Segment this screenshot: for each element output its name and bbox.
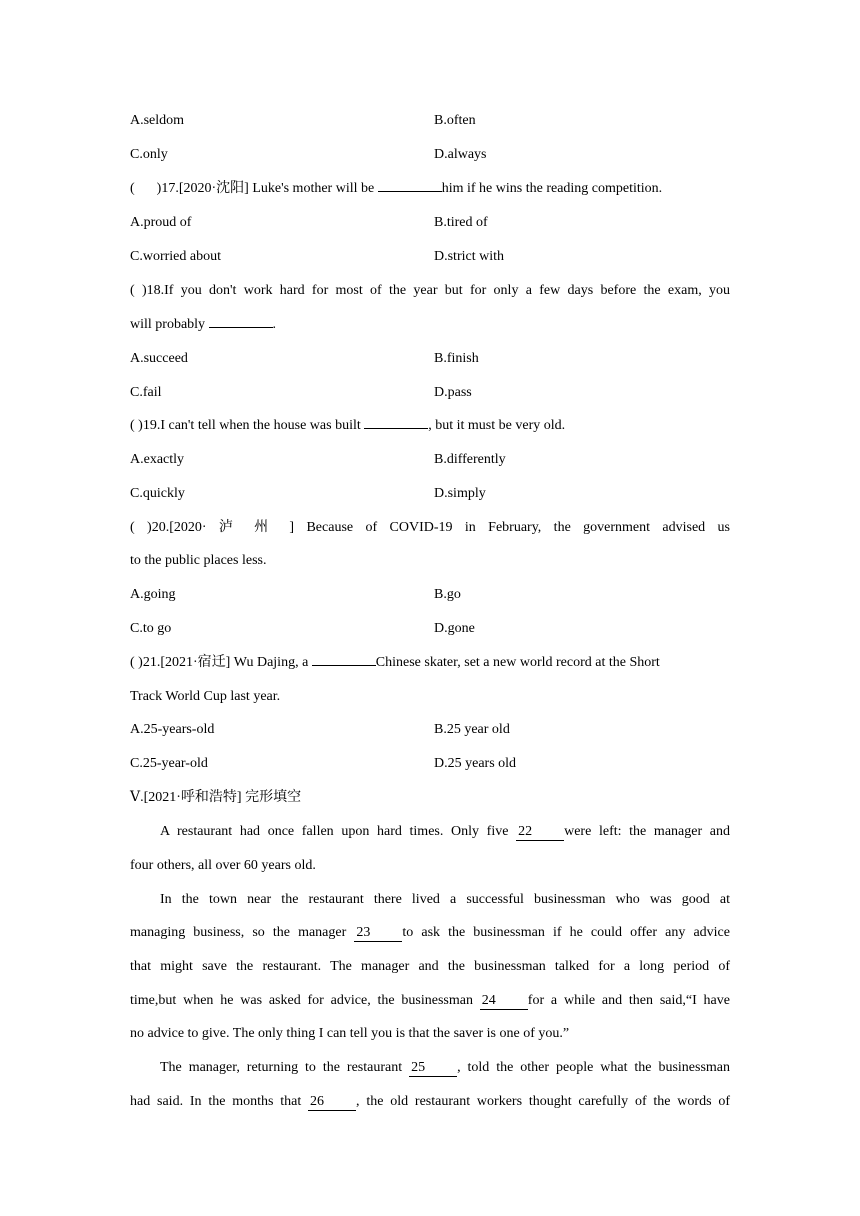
q17-stem-pre: )17.[2020·沈阳] Luke's mother will be xyxy=(156,181,378,196)
passage-text: , the old restaurant workers thought carefully of the words of xyxy=(356,1094,730,1109)
cloze-blank-23: 23 xyxy=(354,925,402,942)
q19-option-b: B.differently xyxy=(434,452,506,467)
q19-stem-post: , but it must be very old. xyxy=(428,418,566,433)
q17-stem-post: him if he wins the reading competition. xyxy=(441,181,663,196)
q17-option-d: D.strict with xyxy=(434,249,504,264)
q18-stem-line1: ( )18.If you don't work hard for most of the year but for only a few days before the exam, you xyxy=(130,283,730,298)
q19-option-c: C.quickly xyxy=(130,486,185,501)
passage-text: managing business, so the manager xyxy=(130,925,355,940)
passage-text: time,but when he was asked for advice, the businessman xyxy=(130,993,480,1008)
cloze-blank-22: 22 xyxy=(516,824,564,841)
q20-option-d: D.gone xyxy=(434,621,475,636)
passage-p2-line3: that might save the restaurant. The manager and the businessman talked for a long period of xyxy=(130,959,730,974)
q19-option-d: D.simply xyxy=(434,486,486,501)
q18-option-d: D.pass xyxy=(434,385,472,400)
q17-stem xyxy=(130,179,662,199)
q19-option-a: A.exactly xyxy=(130,452,185,467)
passage-text: A restaurant had once fallen upon hard times. Only five xyxy=(160,824,517,839)
q20-option-c: C.to go xyxy=(130,621,172,636)
q17-paren: ( xyxy=(130,181,135,196)
q21-option-c: C.25-year-old xyxy=(130,756,208,771)
q18-blank xyxy=(209,327,273,328)
q17-option-b: B.tired of xyxy=(434,215,488,230)
q17-option-a: A.proud of xyxy=(130,215,192,230)
q21-stem-line2: Track World Cup last year. xyxy=(130,689,281,704)
cloze-blank-25: 25 xyxy=(409,1060,457,1077)
q19-stem-pre: ( )19.I can't tell when the house was built xyxy=(130,418,365,433)
passage-text: were left: the manager and xyxy=(564,824,730,839)
passage-text: for a while and then said,“I have xyxy=(527,993,730,1008)
q18-option-c: C.fail xyxy=(130,385,162,400)
q18-option-b: B.finish xyxy=(434,351,479,366)
passage-p2-line2 xyxy=(130,923,730,943)
q21-option-b: B.25 year old xyxy=(434,722,510,737)
q21-stem-pre: ( )21.[2021·宿迁] Wu Dajing, a xyxy=(130,655,312,670)
q21-blank xyxy=(312,665,376,666)
passage-text: , told the other people what the businessman xyxy=(457,1060,730,1075)
passage-p2-line5: no advice to give. The only thing I can tell you is that the saver is one of you.” xyxy=(130,1026,570,1041)
q18-stem-pre: will probably xyxy=(130,317,209,332)
passage-text: to ask the businessman if he could offer any advice xyxy=(402,925,730,940)
q16-option-d: D.always xyxy=(434,147,487,162)
q20-option-b: B.go xyxy=(434,587,461,602)
section-heading: Ⅴ.[2021·呼和浩特] 完形填空 xyxy=(130,790,302,805)
q21-option-d: D.25 years old xyxy=(434,756,517,771)
q20-stem-line2: to the public places less. xyxy=(130,553,267,568)
q19-stem xyxy=(130,416,565,436)
q16-option-c: C.only xyxy=(130,147,168,162)
q16-option-b: B.often xyxy=(434,113,476,128)
passage-p1-line2: four others, all over 60 years old. xyxy=(130,858,316,873)
q20-stem-line1: ( )20.[2020· 泸 州 ] Because of COVID-19 in February, the government advised us xyxy=(130,520,730,535)
passage-p2-line1: In the town near the restaurant there lived a successful businessman who was good at xyxy=(160,892,730,907)
passage-p3-line2 xyxy=(130,1092,730,1112)
cloze-blank-26: 26 xyxy=(308,1094,356,1111)
q18-stem-line2 xyxy=(130,315,276,335)
passage-p3-line1 xyxy=(160,1058,730,1078)
q19-blank xyxy=(364,428,428,429)
q17-option-c: C.worried about xyxy=(130,249,221,264)
passage-text: had said. In the months that xyxy=(130,1094,309,1109)
q21-option-a: A.25-years-old xyxy=(130,722,215,737)
q18-stem-post: . xyxy=(272,317,277,332)
q17-blank xyxy=(378,191,442,192)
passage-text: The manager, returning to the restaurant xyxy=(160,1060,410,1075)
q16-option-a: A.seldom xyxy=(130,113,185,128)
passage-p1-line1 xyxy=(160,822,730,842)
q18-option-a: A.succeed xyxy=(130,351,188,366)
q21-stem-post: Chinese skater, set a new world record at the Short xyxy=(375,655,660,670)
passage-p2-line4 xyxy=(130,991,730,1011)
cloze-blank-24: 24 xyxy=(480,993,528,1010)
q21-stem xyxy=(130,653,660,673)
q20-option-a: A.going xyxy=(130,587,176,602)
